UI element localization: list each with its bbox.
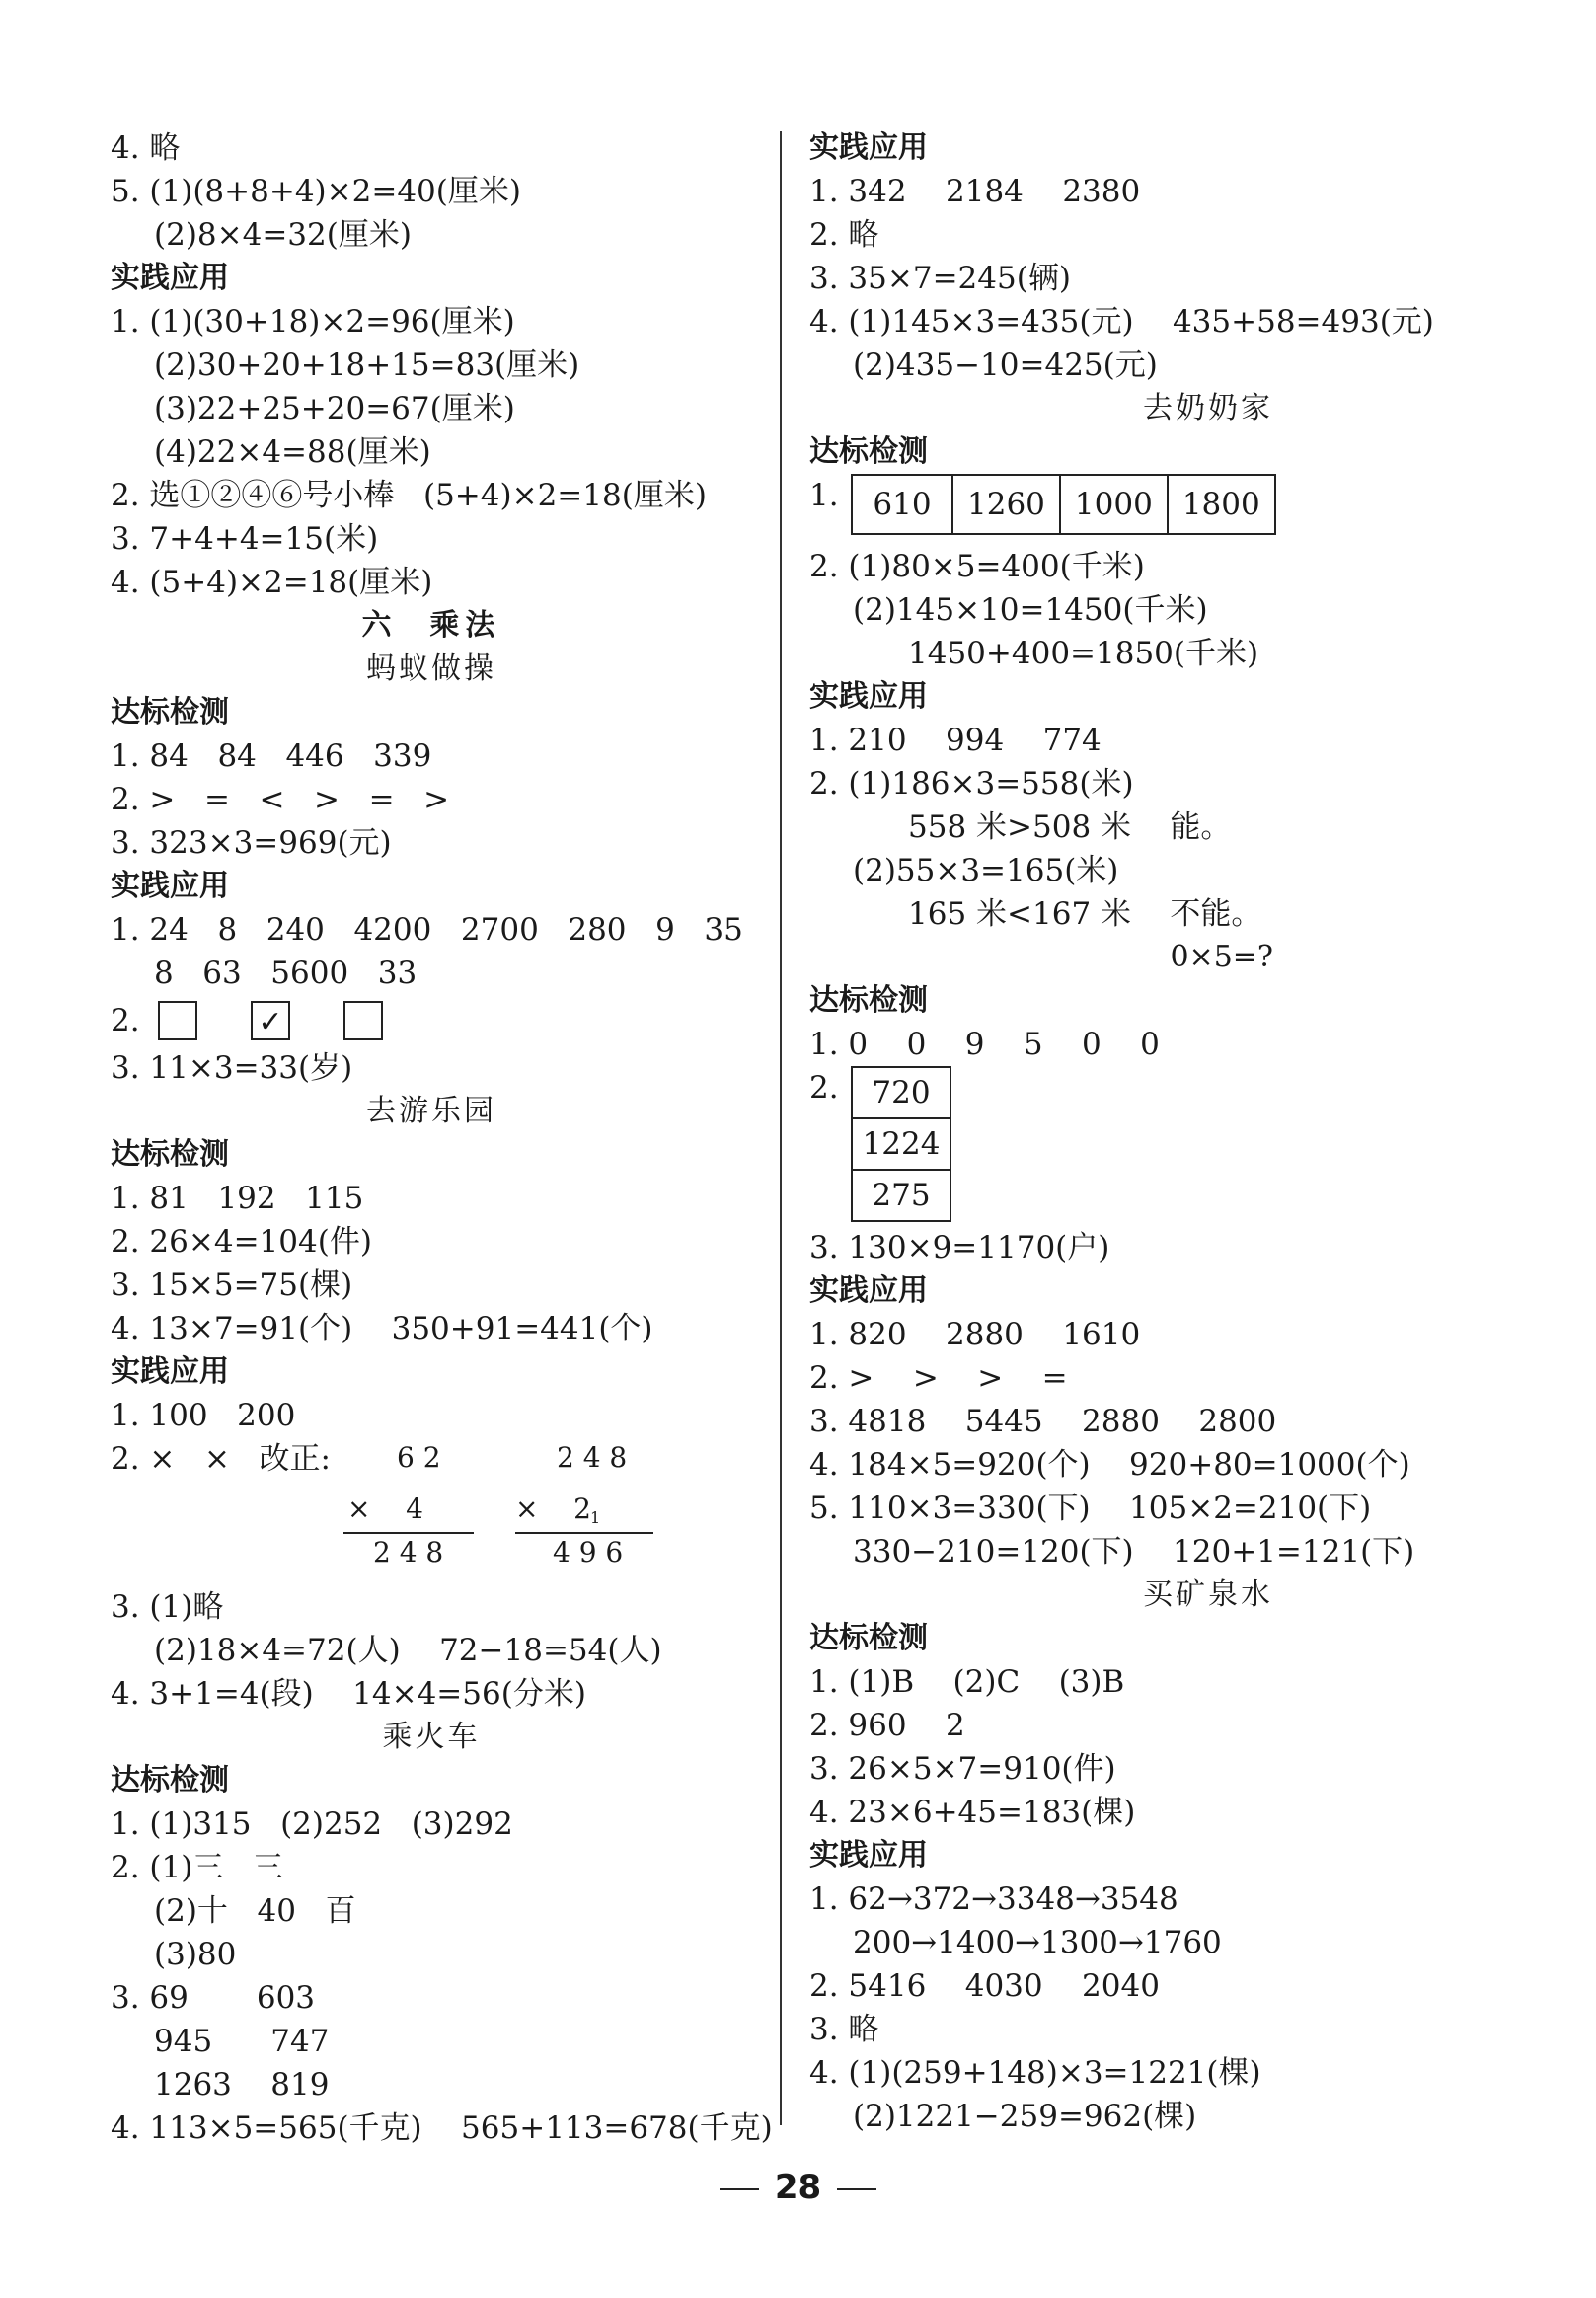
answer-line: 3. 15×5=75(棵)	[111, 1267, 353, 1303]
question-number: 2.	[111, 1003, 140, 1038]
answer-line: (2)1221−259=962(棵)	[853, 2099, 1197, 2134]
calc1-rule	[343, 1532, 474, 1534]
answer-line: 3. (1)略	[111, 1589, 224, 1625]
page-footer	[0, 2168, 1596, 2207]
answer-line: 945 747	[154, 2024, 330, 2059]
column-divider	[780, 131, 782, 2125]
answer-box	[343, 1001, 383, 1040]
question-number: 2.	[809, 1070, 839, 1106]
answer-line: 4. (1)(259+148)×3=1221(棵)	[809, 2055, 1261, 2091]
answer-line: 3. 26×5×7=910(件)	[809, 1751, 1116, 1787]
answer-line: 2. 960 2	[809, 1708, 965, 1743]
calc1-result: 2 4 8	[373, 1536, 444, 1569]
table-cell: 610	[852, 475, 952, 534]
table-cell: 1800	[1168, 475, 1275, 534]
answer-line: 1. (1)B (2)C (3)B	[809, 1664, 1125, 1700]
answer-line: 558 米>508 米 能。	[908, 809, 1232, 845]
table-cell: 275	[852, 1170, 950, 1221]
answer-line: 3. 略	[809, 2012, 879, 2047]
answer-line: (2)18×4=72(人) 72−18=54(人)	[154, 1633, 662, 1668]
answer-line: (3)22+25+20=67(厘米)	[154, 391, 515, 426]
answer-line: 200→1400→1300→1760	[853, 1925, 1222, 1960]
calc2-carry: 1	[590, 1508, 601, 1527]
answer-line: 2. > > > =	[809, 1360, 1068, 1396]
answer-line: (2)145×10=1450(千米)	[853, 592, 1208, 628]
section-heading: 达标检测	[111, 1763, 229, 1798]
answer-line: 3. 7+4+4=15(米)	[111, 521, 379, 557]
answer-line: 5. 110×3=330(下) 105×2=210(下)	[809, 1491, 1372, 1526]
answer-line: 1450+400=1850(千米)	[908, 636, 1259, 671]
section-heading: 达标检测	[111, 1137, 229, 1172]
answer-line: 2. (1)186×3=558(米)	[809, 766, 1134, 802]
lesson-title: 去奶奶家	[1143, 391, 1273, 425]
answer-line: 2. × × 改正:	[111, 1441, 331, 1477]
answer-line: 2. 选①②④⑥号小棒 (5+4)×2=18(厘米)	[111, 478, 707, 513]
answer-line: 1. 820 2880 1610	[809, 1317, 1141, 1352]
page-number: 28	[774, 2168, 822, 2207]
answer-line: 5. (1)(8+8+4)×2=40(厘米)	[111, 174, 521, 209]
answer-line: 1. 0 0 9 5 0 0	[809, 1027, 1160, 1062]
answer-line: 2. > = < > = >	[111, 782, 450, 817]
calc1-top: 6 2	[397, 1441, 441, 1474]
right-column	[809, 126, 1500, 2138]
lesson-title: 去游乐园	[366, 1094, 496, 1128]
answer-line: (4)22×4=88(厘米)	[154, 434, 431, 470]
footer-dash	[720, 2188, 759, 2190]
answer-line: 1. 84 84 446 339	[111, 738, 432, 774]
answer-line: 4. 23×6+45=183(棵)	[809, 1795, 1136, 1830]
answer-line: 4. 184×5=920(个) 920+80=1000(个)	[809, 1447, 1410, 1483]
answer-line: 1. 210 994 774	[809, 723, 1102, 758]
section-heading: 实践应用	[809, 1273, 928, 1308]
table-cell: 1224	[852, 1118, 950, 1170]
answer-line: 3. 323×3=969(元)	[111, 825, 392, 861]
answer-line: 2. (1)三 三	[111, 1850, 283, 1885]
section-heading: 达标检测	[809, 1621, 928, 1655]
vertical-calculation	[111, 1437, 752, 1585]
answer-line: 2. 略	[809, 217, 879, 253]
answer-line: (2)30+20+18+15=83(厘米)	[154, 347, 580, 383]
answer-line: 4. (1)145×3=435(元) 435+58=493(元)	[809, 304, 1434, 340]
answer-line: 1. (1)(30+18)×2=96(厘米)	[111, 304, 515, 340]
answer-line: 2. 5416 4030 2040	[809, 1968, 1160, 2004]
answer-line: 2. (1)80×5=400(千米)	[809, 549, 1145, 584]
section-heading: 实践应用	[111, 1354, 229, 1389]
answer-table-row	[809, 474, 1500, 545]
answer-line: (2)435−10=425(元)	[853, 347, 1158, 383]
lesson-title: 蚂蚁做操	[366, 651, 496, 686]
lesson-title: 买矿泉水	[1143, 1577, 1273, 1612]
answer-line: 1. 342 2184 2380	[809, 174, 1141, 209]
answer-line: 4. 13×7=91(个) 350+91=441(个)	[111, 1311, 653, 1346]
answer-box-checked: ✓	[251, 1001, 290, 1040]
section-heading: 实践应用	[111, 261, 229, 295]
answer-line: 1. 62→372→3348→3548	[809, 1881, 1178, 1917]
chapter-title: 六 乘法	[361, 608, 501, 643]
answer-line: 165 米<167 米 不能。	[908, 896, 1262, 932]
answer-line: 8 63 5600 33	[154, 956, 418, 991]
calc2-result: 4 9 6	[553, 1536, 624, 1569]
section-heading: 实践应用	[809, 130, 928, 165]
section-heading: 达标检测	[809, 983, 928, 1018]
section-heading: 实践应用	[111, 869, 229, 903]
calc2-top: 2 4 8	[557, 1441, 628, 1474]
footer-dash	[837, 2188, 876, 2190]
calc2-multiplier: × 2	[515, 1493, 591, 1525]
answer-line: 1. 24 8 240 4200 2700 280 9 35	[111, 912, 743, 948]
answer-line: 3. 130×9=1170(户)	[809, 1230, 1110, 1265]
checkbox-row	[111, 995, 752, 1046]
answer-line: 2. 26×4=104(件)	[111, 1224, 372, 1260]
answer-line: 1. (1)315 (2)252 (3)292	[111, 1806, 513, 1842]
answer-line: 4. 略	[111, 130, 181, 166]
lesson-title: 乘火车	[382, 1720, 481, 1754]
left-column	[111, 126, 773, 2150]
section-heading: 达标检测	[111, 695, 229, 729]
answer-table	[851, 474, 1276, 535]
answer-line: 1. 100 200	[111, 1398, 296, 1433]
answer-line: 330−210=120(下) 120+1=121(下)	[853, 1534, 1415, 1570]
section-heading: 实践应用	[809, 1838, 928, 1873]
answer-box	[158, 1001, 197, 1040]
answer-line: (3)80	[154, 1937, 237, 1972]
section-heading: 实践应用	[809, 679, 928, 714]
answer-line: 3. 4818 5445 2880 2800	[809, 1404, 1277, 1439]
answer-line: 1. 81 192 115	[111, 1181, 364, 1216]
answer-line: 4. 113×5=565(千克) 565+113=678(千克)	[111, 2110, 773, 2146]
answer-line: (2)55×3=165(米)	[853, 853, 1119, 888]
table-cell: 720	[852, 1067, 950, 1118]
answer-line: 4. (5+4)×2=18(厘米)	[111, 565, 433, 600]
answer-line: 3. 11×3=33(岁)	[111, 1050, 353, 1086]
answer-line: 3. 35×7=245(辆)	[809, 261, 1071, 296]
table-cell: 1000	[1060, 475, 1168, 534]
answer-table-column	[809, 1066, 1500, 1226]
answer-line: (2)8×4=32(厘米)	[154, 217, 412, 253]
answer-line: 3. 69 603	[111, 1980, 316, 2016]
lesson-title: 0×5=?	[1170, 940, 1273, 974]
answer-line: (2)十 40 百	[154, 1893, 356, 1929]
calc1-multiplier: × 4	[347, 1493, 423, 1525]
answer-table	[851, 1066, 951, 1222]
table-cell: 1260	[952, 475, 1060, 534]
answer-line: 1263 819	[154, 2067, 330, 2103]
calc2-rule	[515, 1532, 653, 1534]
question-number: 1.	[809, 478, 839, 513]
section-heading: 达标检测	[809, 434, 928, 469]
answer-line: 4. 3+1=4(段) 14×4=56(分米)	[111, 1676, 586, 1712]
